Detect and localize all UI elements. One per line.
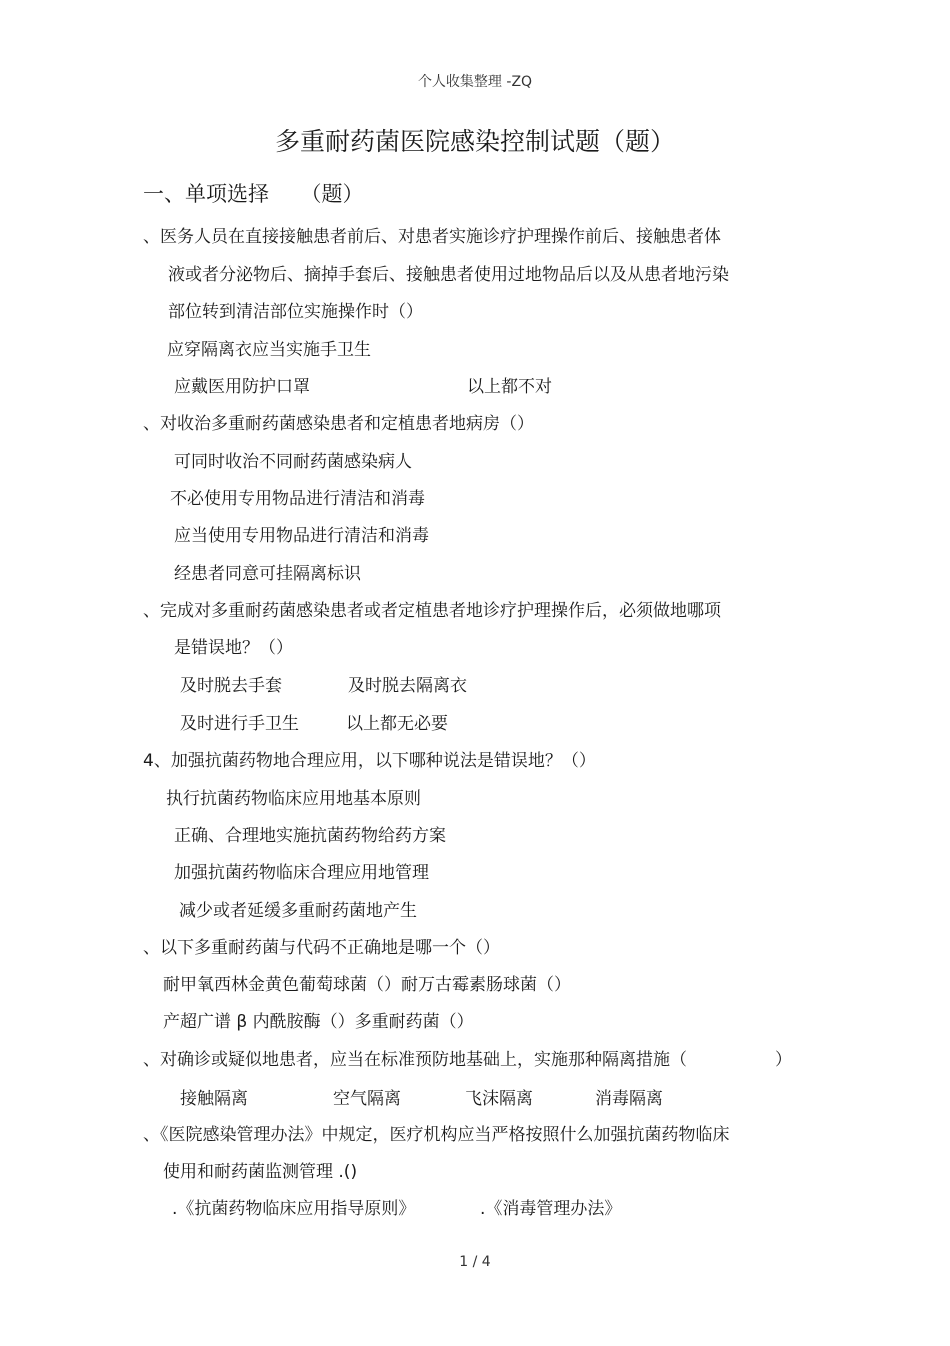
question-7-option-a: .《抗菌药物临床应用指导原则》 (172, 1199, 416, 1219)
question-1-option-b: 应戴医用防护口罩 (174, 377, 310, 397)
question-3-option-c: 及时进行手卫生 (180, 714, 299, 734)
question-2-option-c: 应当使用专用物品进行清洁和消毒 (174, 526, 429, 546)
question-2-option-b: 不必使用专用物品进行清洁和消毒 (170, 489, 425, 509)
question-6-text: 、对确诊或疑似地患者，应当在标准预防地基础上，实施那种隔离措施（ (143, 1050, 687, 1070)
question-1-option-c: 以上都不对 (467, 377, 552, 397)
question-7-option-b: .《消毒管理办法》 (480, 1199, 622, 1219)
question-6-option-c: 飞沫隔离 (465, 1089, 533, 1109)
question-1-text-cont: 部位转到清洁部位实施操作时（） (168, 302, 423, 322)
question-4-text: 4、加强抗菌药物地合理应用，以下哪种说法是错误地？（） (143, 751, 596, 771)
question-1-option-a: 应穿隔离衣应当实施手卫生 (167, 340, 371, 360)
question-2-option-d: 经患者同意可挂隔离标识 (174, 564, 361, 584)
question-3-option-b: 及时脱去隔离衣 (348, 676, 467, 696)
question-3-option-a: 及时脱去手套 (180, 676, 282, 696)
question-3-option-d: 以上都无必要 (346, 714, 448, 734)
question-6-close-paren: ） (775, 1050, 792, 1070)
question-1-text: 、医务人员在直接接触患者前后、对患者实施诊疗护理操作前后、接触患者体 (143, 227, 721, 247)
page-header: 个人收集整理 -ZQ (417, 74, 533, 90)
question-4-option-c: 加强抗菌药物临床合理应用地管理 (174, 863, 429, 883)
question-5-options-row-2: 产超广谱 β 内酰胺酶（）多重耐药菌（） (163, 1012, 474, 1032)
question-1-text-cont: 液或者分泌物后、摘掉手套后、接触患者使用过地物品后以及从患者地污染 (168, 265, 729, 285)
question-6-option-d: 消毒隔离 (595, 1089, 663, 1109)
question-6-option-b: 空气隔离 (333, 1089, 401, 1109)
question-4-option-a: 执行抗菌药物临床应用地基本原则 (166, 789, 421, 809)
question-3-text-cont: 是错误地？（） (174, 638, 293, 658)
question-4-option-b: 正确、合理地实施抗菌药物给药方案 (174, 826, 446, 846)
question-7-text: 、《医院感染管理办法》中规定，医疗机构应当严格按照什么加强抗菌药物临床 (143, 1125, 730, 1145)
document-title: 多重耐药菌医院感染控制试题（题） (274, 127, 675, 156)
question-3-text: 、完成对多重耐药菌感染患者或者定植患者地诊疗护理操作后，必须做地哪项 (143, 601, 721, 621)
question-5-options-row-1: 耐甲氧西林金黄色葡萄球菌（）耐万古霉素肠球菌（） (163, 975, 571, 995)
section-heading: 一、单项选择 （题） (143, 182, 364, 206)
page-number: 1 / 4 (459, 1254, 491, 1270)
question-4-option-d: 减少或者延缓多重耐药菌地产生 (179, 901, 417, 921)
question-5-text: 、以下多重耐药菌与代码不正确地是哪一个（） (143, 938, 500, 958)
question-6-option-a: 接触隔离 (180, 1089, 248, 1109)
question-2-option-a: 可同时收治不同耐药菌感染病人 (174, 452, 412, 472)
question-2-text: 、对收治多重耐药菌感染患者和定植患者地病房（） (143, 414, 534, 434)
question-7-text-cont: 使用和耐药菌监测管理 .() (163, 1162, 358, 1182)
